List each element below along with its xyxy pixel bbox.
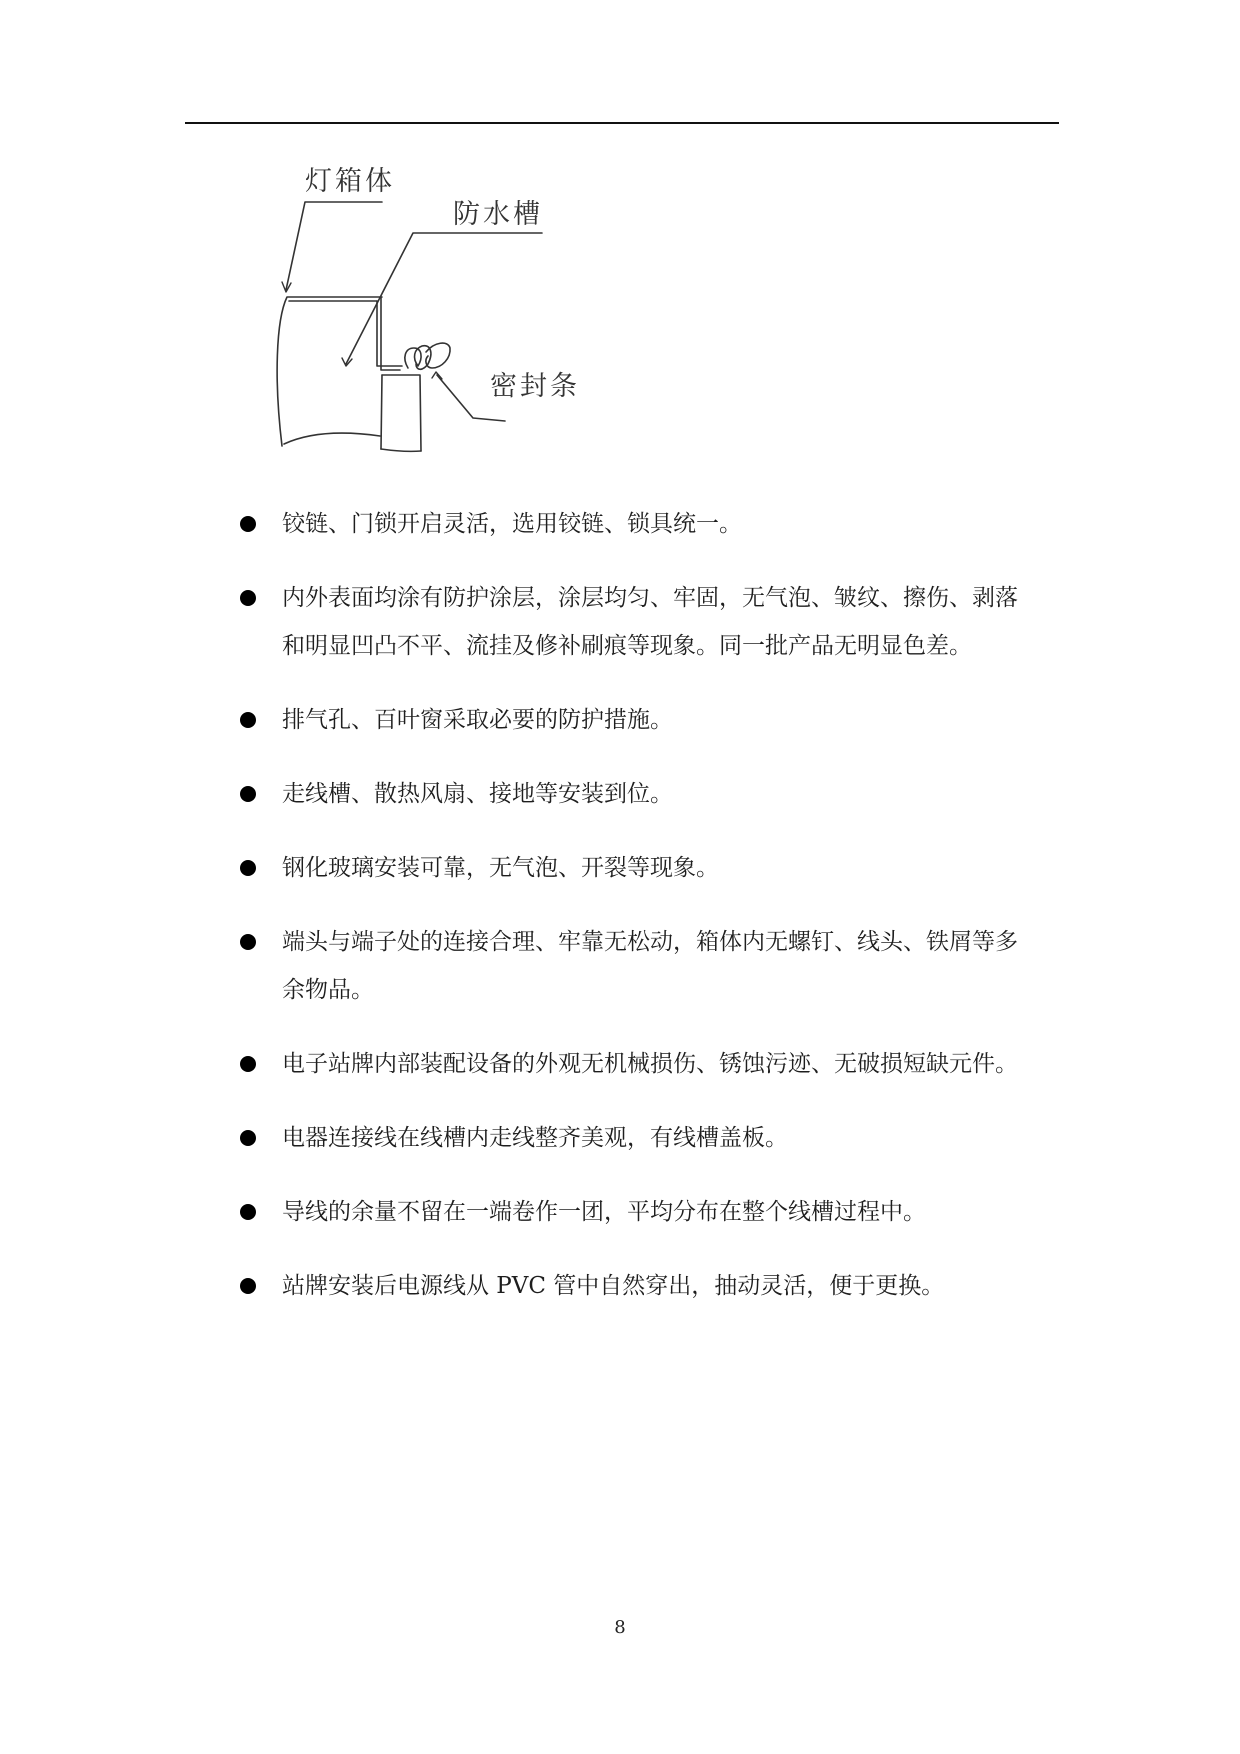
bullet-icon (240, 712, 256, 728)
bullet-icon (240, 1056, 256, 1072)
list-item (240, 1262, 1040, 1310)
lamp-box-bottom-edge (284, 433, 380, 444)
bullet-icon (240, 1130, 256, 1146)
list-item-text: 铰链、门锁开启灵活，选用铰链、锁具统一。 (282, 511, 742, 537)
page-number: 8 (614, 1617, 626, 1638)
bullet-icon (240, 590, 256, 606)
list-item (240, 770, 1040, 818)
requirements-list (240, 500, 1040, 1336)
seal-structure-diagram (240, 160, 600, 460)
label-seal-strip: 密封条 (490, 371, 580, 402)
door-frame-bottom (381, 449, 421, 451)
lamp-box-outline (277, 297, 382, 446)
list-item (240, 574, 1040, 670)
list-item (240, 844, 1040, 892)
label-waterproof-groove: 防水槽 (453, 199, 543, 230)
leader-lamp-box (286, 202, 382, 290)
leader-waterproof-groove (346, 233, 542, 364)
bullet-icon (240, 934, 256, 950)
bullet-icon (240, 860, 256, 876)
bullet-icon (240, 516, 256, 532)
door-frame (382, 375, 421, 451)
list-item (240, 1114, 1040, 1162)
list-item-text: 站牌安装后电源线从 PVC 管中自然穿出，抽动灵活，便于更换。 (282, 1273, 945, 1299)
list-item-text: 电器连接线在线槽内走线整齐美观，有线槽盖板。 (282, 1125, 788, 1151)
list-item-text: 排气孔、百叶窗采取必要的防护措施。 (282, 707, 673, 733)
list-item-text: 导线的余量不留在一端卷作一团，平均分布在整个线槽过程中。 (282, 1199, 926, 1225)
bullet-icon (240, 1204, 256, 1220)
list-item (240, 1040, 1040, 1088)
bullet-icon (240, 786, 256, 802)
list-item (240, 1188, 1040, 1236)
label-lamp-box: 灯箱体 (305, 166, 395, 197)
list-item-text: 钢化玻璃安装可靠，无气泡、开裂等现象。 (282, 855, 719, 881)
list-item (240, 918, 1040, 1014)
list-item-text: 端头与端子处的连接合理、牢靠无松动，箱体内无螺钉、线头、铁屑等多余物品。 (282, 929, 1018, 1003)
list-item-text: 内外表面均涂有防护涂层，涂层均匀、牢固，无气泡、皱纹、擦伤、剥落和明显凹凸不平、流挂及修补刷痕等现象。同一批产品无明显色差。 (282, 585, 1018, 659)
waterproof-groove-wall (381, 297, 400, 370)
list-item (240, 696, 1040, 744)
header-rule (185, 122, 1059, 124)
seal-strip-shape (405, 343, 450, 369)
list-item-text: 电子站牌内部装配设备的外观无机械损伤、锈蚀污迹、无破损短缺元件。 (282, 1051, 1018, 1077)
list-item (240, 500, 1040, 548)
list-item-text: 走线槽、散热风扇、接地等安装到位。 (282, 781, 673, 807)
door-frame-left (381, 375, 382, 449)
bullet-icon (240, 1278, 256, 1294)
